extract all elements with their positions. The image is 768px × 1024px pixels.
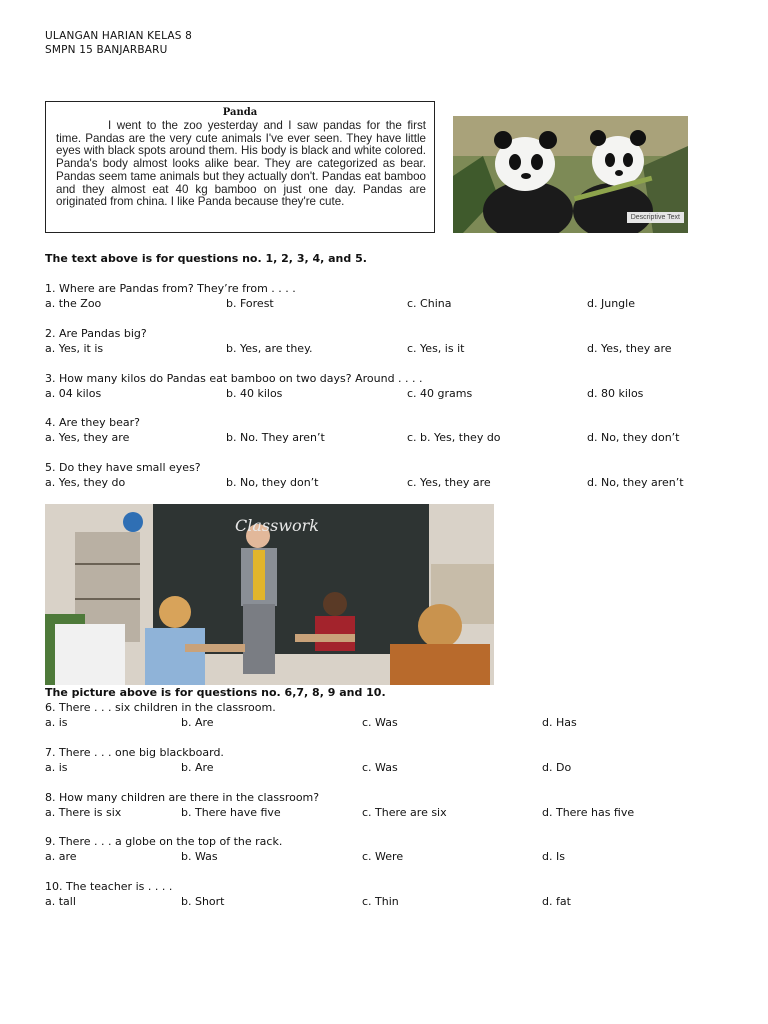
answer-option-d[interactable]: d. There has five [542, 805, 635, 819]
answer-option-c[interactable]: c. b. Yes, they do [407, 431, 501, 445]
question-text: 10. The teacher is . . . . [45, 880, 173, 894]
reading-title: Panda [222, 107, 258, 118]
section2-note: The picture above is for questions no. 6,7, 8, 9 and 10. [45, 686, 386, 699]
answer-option-b[interactable]: b. Forest [226, 297, 274, 310]
answer-option-b[interactable]: b. Short [181, 895, 225, 909]
blackboard-text: Classwork [235, 516, 319, 535]
answer-option-c[interactable]: c. Was [362, 760, 398, 774]
answer-option-b[interactable]: b. Are [181, 760, 214, 774]
school-header-line2: SMPN 15 BANJARBARU [45, 44, 168, 56]
section1-note: The text above is for questions no. 1, 2, 3, 4, and 5. [45, 252, 367, 265]
answer-option-a[interactable]: a. Yes, it is [45, 341, 104, 355]
answer-option-d[interactable]: d. Yes, they are [587, 341, 672, 355]
answer-option-a[interactable]: a. are [45, 850, 77, 864]
answer-option-d[interactable]: d. fat [542, 895, 571, 909]
answer-option-c[interactable]: c. Were [362, 850, 404, 864]
question-text: 3. How many kilos do Pandas eat bamboo on two days? Around . . . . [45, 371, 423, 385]
answer-option-a[interactable]: a. tall [45, 895, 76, 909]
answer-option-c[interactable]: c. 40 grams [407, 386, 473, 400]
answer-option-a[interactable]: a. 04 kilos [45, 386, 102, 400]
answer-option-c[interactable]: c. China [407, 297, 452, 310]
answer-option-d[interactable]: d. Jungle [587, 297, 635, 310]
answer-option-a[interactable]: a. Yes, they do [45, 476, 126, 490]
answer-option-d[interactable]: d. 80 kilos [587, 386, 644, 400]
answer-option-d[interactable]: d. Is [542, 850, 565, 864]
answer-option-c[interactable]: c. Yes, is it [407, 341, 465, 355]
question-text: 7. There . . . one big blackboard. [45, 745, 224, 759]
answer-option-d[interactable]: d. Has [542, 716, 577, 729]
question-text: 8. How many children are there in the classroom? [45, 790, 320, 804]
question-text: 2. Are Pandas big? [45, 326, 147, 340]
answer-option-b[interactable]: b. Are [181, 716, 214, 729]
answer-option-a[interactable]: a. the Zoo [45, 297, 102, 310]
question-text: 1. Where are Pandas from? They’re from . . . . [45, 282, 296, 295]
answer-option-c[interactable]: c. There are six [362, 805, 447, 819]
question-text: 9. There . . . a globe on the top of the rack. [45, 835, 283, 849]
answer-option-d[interactable]: d. Do [542, 760, 572, 774]
answer-option-c[interactable]: c. Yes, they are [407, 476, 491, 490]
question-text: 4. Are they bear? [45, 416, 140, 430]
answer-option-a[interactable]: a. is [45, 760, 68, 774]
answer-option-b[interactable]: b. 40 kilos [226, 386, 283, 400]
reading-box [45, 101, 435, 233]
question-text: 5. Do they have small eyes? [45, 461, 201, 475]
answer-option-c[interactable]: c. Was [362, 716, 398, 729]
answer-option-c[interactable]: c. Thin [362, 895, 399, 909]
answer-option-b[interactable]: b. Was [181, 850, 218, 864]
answer-option-d[interactable]: d. No, they don’t [587, 431, 680, 445]
panda-photo [453, 116, 688, 233]
answer-option-b[interactable]: b. There have five [181, 805, 281, 819]
answer-option-a[interactable]: a. Yes, they are [45, 431, 130, 445]
answer-option-b[interactable]: b. No. They aren’t [226, 431, 325, 445]
descriptive-text-tag: Descriptive Text [627, 212, 684, 223]
answer-option-d[interactable]: d. No, they aren’t [587, 476, 684, 490]
answer-option-b[interactable]: b. Yes, are they. [226, 341, 313, 355]
question-text: 6. There . . . six children in the classroom. [45, 701, 276, 714]
classroom-photo [45, 504, 494, 685]
answer-option-a[interactable]: a. There is six [45, 805, 122, 819]
school-header-line1: ULANGAN HARIAN KELAS 8 [45, 30, 193, 42]
reading-text: I went to the zoo yesterday and I saw pandas for the first time. Pandas are the very cute animals I've ever seen. They have little eyes with black spots around them. His body is black and white colored. Panda's body almost looks alike bear. They are categorized as bear. Pandas seem tame animals but they actually don't. Pandas eat bamboo and they almost eat 40 kg bamboo on just one day. Pandas are originated from china. I like Panda because they're cute. [56, 119, 426, 209]
answer-option-b[interactable]: b. No, they don’t [226, 476, 319, 490]
answer-option-a[interactable]: a. is [45, 716, 68, 729]
